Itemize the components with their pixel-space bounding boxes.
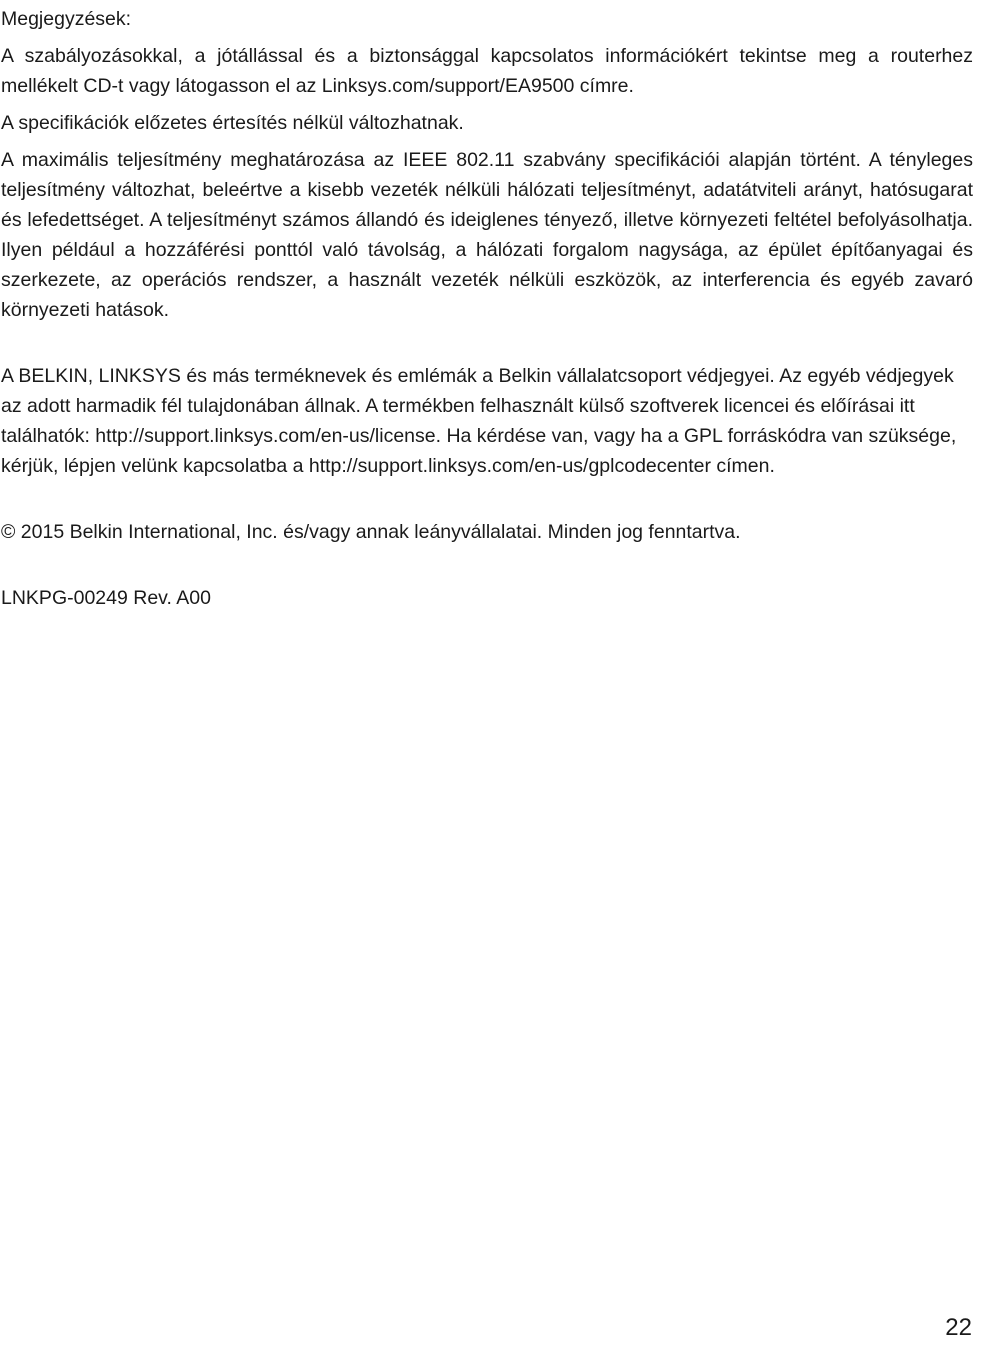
copyright-line: © 2015 Belkin International, Inc. és/vagy annak leányvállalatai. Minden jog fenntartva. <box>1 521 741 543</box>
document-code: LNKPG-00249 Rev. A00 <box>1 587 211 609</box>
trademark-paragraph: A BELKIN, LINKSYS és más terméknevek és emlémák a Belkin vállalatcsoport védjegyei. Az egyéb védjegyek az adott harmadik fél tulajdonában állnak. A termékben felhasznált külső szoftverek licencei és előírásai itt találhatók: http://support.linksys.com/en-us/license. Ha kérdése van, vagy ha a GPL forráskódra van szüksége, kérjük, lépjen velünk kapcsolatba a http://support.linksys.com/en-us/gplcodecenter címen. <box>1 365 957 477</box>
page-content <box>1 4 973 613</box>
notes-regulatory-paragraph: A szabályozásokkal, a jótállással és a biztonsággal kapcsolatos információkért tekintse meg a routerhez mellékelt CD-t vagy látogasson el az Linksys.com/support/EA9500 címre. <box>1 45 973 97</box>
page-number: 22 <box>945 1314 972 1341</box>
notes-performance-paragraph: A maximális teljesítmény meghatározása az IEEE 802.11 szabvány specifikációi alapján történt. A tényleges teljesítmény változhat, beleértve a kisebb vezeték nélküli hálózati teljesítményt, adatátviteli arányt, hatósugarat és lefedettséget. A teljesítményt számos állandó és ideiglenes tényező, illetve környezeti feltétel befolyásolhatja. Ilyen például a hozzáférési ponttól való távolság, a hálózati forgalom nagysága, az épület építőanyagai és szerkezete, az operációs rendszer, a használt vezeték nélküli eszközök, az interferencia és egyéb zavaró környezeti hatások. <box>1 149 973 321</box>
notes-specifications-paragraph: A specifikációk előzetes értesítés nélkül változhatnak. <box>1 112 464 134</box>
notes-heading: Megjegyzések: <box>1 8 132 30</box>
